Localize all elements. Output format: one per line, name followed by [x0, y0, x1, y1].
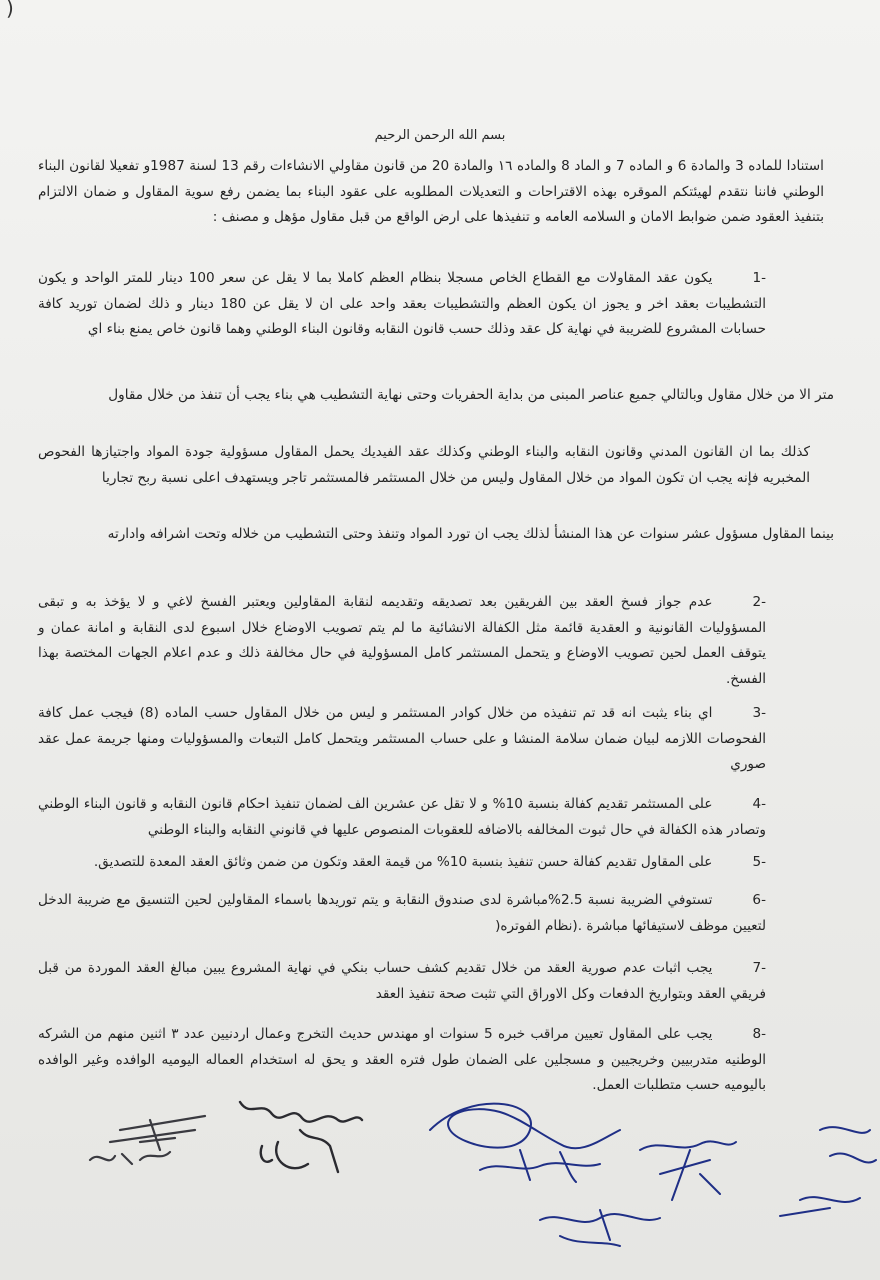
clause-3	[38, 701, 766, 778]
signature-right	[640, 1127, 876, 1216]
signatures-area	[0, 1090, 880, 1280]
corner-mark: )	[6, 0, 14, 20]
clause-1-text: يكون عقد المقاولات مع القطاع الخاص مسجلا بنظام العظم كاملا بما لا يقل عن سعر 100 دينار للمتر الواحد و يكون التشطيبات بعقد اخر و يجوز ان يكون العظم والتشطيبات بعقد واحد على ان لا يقل عن 180 دينار و ذلك لضمان توريد كافة حسابات المشروع للضريبة في نهاية كل عقد وذلك حسب قانون النقابه وقانون البناء الوطني وهما قانون خاص يمنع بناء اي	[38, 270, 766, 337]
clause-8	[38, 1022, 766, 1099]
signature-arabic-date	[240, 1102, 362, 1172]
signature-left	[90, 1116, 205, 1164]
paragraph-materials: كذلك بما ان القانون المدني وقانون النقابه والبناء الوطني وكذلك عقد الفيديك يحمل المقاول مسؤولية جودة المواد واجتيازها الفحوص المخبريه فإنه يجب ان تكون المواد من خلال المقاول وليس من خلال المستثمر فالمستثمر تاجر ويستهدف اعلى نسبة ربح تجاريا	[38, 444, 810, 486]
paragraph-continuation: متر الا من خلال مقاول وبالتالي جميع عناصر المبنى من بداية الحفريات وحتى نهاية التشطيب هي بناء يجب أن تنفذ من خلال مقاول	[108, 387, 834, 403]
clause-6-number: -6	[752, 892, 766, 908]
intro-paragraph: استنادا للماده 3 والمادة 6 و الماده 7 و الماد 8 والماده ١٦ والمادة 20 من قانون مقاولي الانشاءات رقم 13 لسنة 1987و تفعيلا لقانون البناء الوطني فاننا نتقدم لهيئتكم الموقره بهذه الاقتراحات و التعديلات المطلوبه على عقود البناء بما يضمن رفع سوية المقاول و ضمان الالتزام بتنفيذ العقود ضمن ضوابط الامان و السلامه العامه و تنفيذها على ارض الواقع من قبل مقاول مؤهل و مصنف :	[38, 158, 824, 225]
clause-3-text: اي بناء يثبت انه قد تم تنفيذه من خلال كوادر المستثمر و ليس من خلال المقاول حسب الماده (8) فيجب عمل كافة الفحوصات اللازمه لبيان ضمان سلامة المنشا و على حساب المستثمر ويتحمل كامل التبعات والمسؤوليات ومنها جريمة عمل عقد صوري	[38, 705, 766, 772]
clause-6-text: تستوفي الضريبة نسبة 2.5%مباشرة لدى صندوق النقابة و يتم توريدها باسماء المقاولين لحين التنسيق مع ضريبة الدخل لتعيين موظف لاستيفائها مباشرة .(نظام الفوتره(	[38, 892, 766, 934]
clause-1	[38, 266, 766, 343]
clause-7	[38, 956, 766, 1007]
clause-4	[38, 792, 766, 843]
clause-2	[38, 590, 766, 692]
clause-4-number: -4	[752, 796, 766, 812]
clause-5-text: على المقاول تقديم كفالة حسن تنفيذ بنسبة 10% من قيمة العقد وتكون من ضمن وثائق العقد المعدة للتصديق.	[93, 854, 713, 870]
clause-5-number: -5	[752, 854, 766, 870]
clause-4-text: على المستثمر تقديم كفالة بنسبة 10% و لا تقل عن عشرين الف لضمان تنفيذ احكام قانون النقابه و قانون البناء الوطني وتصادر هذه الكفالة في حال ثبوت المخالفه بالاضافه للعقوبات المنصوص عليها في قانوني النقابه والبناء الوطني	[38, 796, 766, 838]
clause-7-text: يجب اثبات عدم صورية العقد من خلال تقديم كشف حساب بنكي في نهاية المشروع يبين مبالغ العقد الموردة من قبل فريقي العقد وبتواريخ الدفعات وكل الاوراق التي تثبت صحة تنفيذ العقد	[38, 960, 766, 1002]
paragraph-liability: بينما المقاول مسؤول عشر سنوات عن هذا المنشأ لذلك يجب ان تورد المواد وتنفذ وحتى التشطيب من خلاله وتحت اشرافه وادارته	[107, 526, 834, 542]
clause-2-number: -2	[752, 594, 766, 610]
clause-6	[38, 888, 766, 939]
signature-center	[430, 1104, 660, 1246]
clause-7-number: -7	[752, 960, 766, 976]
clause-8-number: -8	[752, 1026, 766, 1042]
clause-3-number: -3	[752, 705, 767, 721]
clause-5	[38, 850, 766, 876]
clause-8-text: يجب على المقاول تعيين مراقب خبره 5 سنوات او مهندس حديث التخرج وعمال اردنيين عدد ٣ اثنين منهم من الشركه الوطنيه متدربيين وخريجيين و مسجلين على الضمان طول فتره العقد و يحق له استخدام العماله اليوميه الوافده وغير الوافده باليوميه حسب متطلبات العمل.	[38, 1026, 766, 1093]
clause-2-text: عدم جواز فسخ العقد بين الفريقين بعد تصديقه وتقديمه لنقابة المقاولين ويعتبر الفسخ لاغي و لا يؤخذ به و تبقى المسؤوليات القانونية و العقدية قائمة مثل الكفالة الانشائية ما لم يتم تصويب الاوضاع خلال اسبوع لدى النقابة و امانة عمان و يتوقف العمل لحين تصويب الاوضاع و يتحمل المستثمر كامل المسؤولية في حال مخالفة ذلك و عدم اعلام الجهات المختصة بهذا الفسخ.	[38, 594, 766, 687]
clause-1-number: -1	[752, 270, 766, 286]
basmala: بسم الله الرحمن الرحيم	[374, 128, 506, 143]
